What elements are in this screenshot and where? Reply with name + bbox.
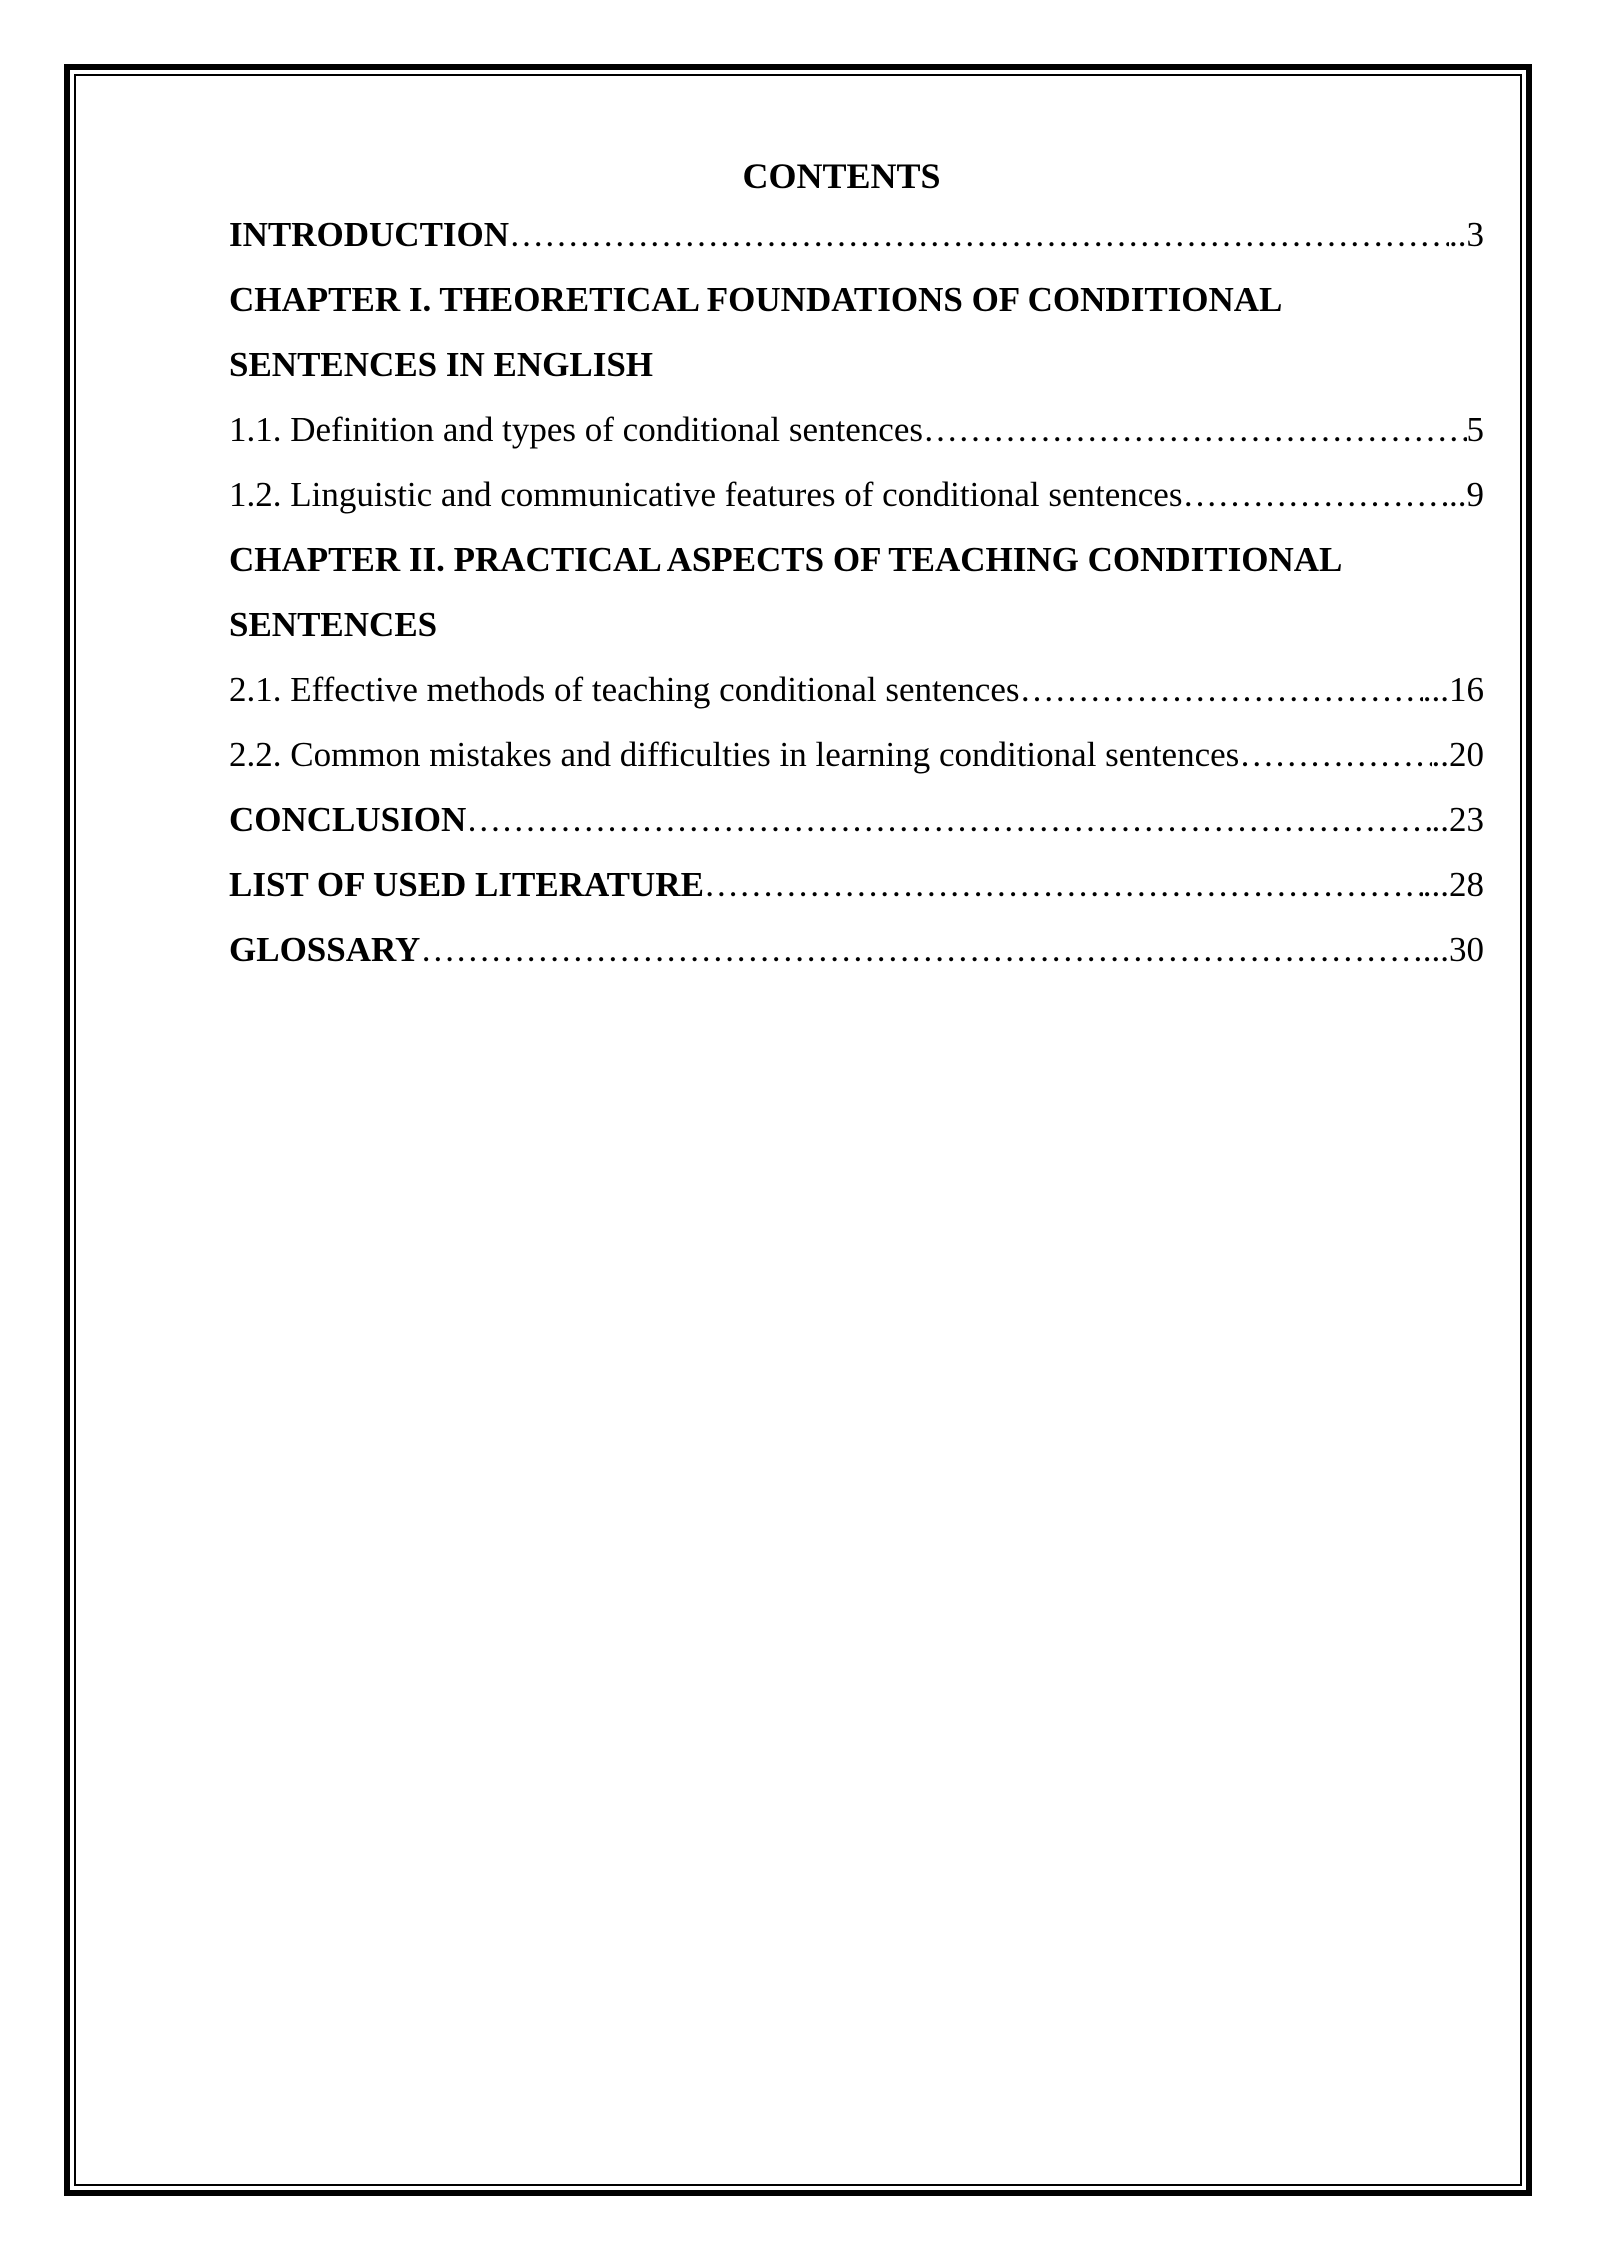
dot-leader [1020,657,1423,722]
toc-entry-1-2 [229,462,1484,527]
toc-entry-label: 1.1. Definition and types of conditional sentences [229,410,924,449]
toc-page-number: 5 [1466,410,1484,449]
toc-page-number: ..20 [1431,735,1484,774]
toc-entry-literature [229,852,1484,917]
toc-entry-introduction [229,202,1484,267]
toc-entry-label: INTRODUCTION [229,215,510,254]
dot-leader [1182,462,1449,527]
toc-entry-2-1 [229,657,1484,722]
toc-page-number: ..3 [1449,215,1484,254]
toc-page-number: ..9 [1449,475,1484,514]
toc-page-number: ...16 [1422,670,1484,709]
dot-leader [420,917,1422,982]
toc-entry-label: 1.2. Linguistic and communicative features of conditional sentences [229,475,1183,514]
toc-entry-label: CONCLUSION [229,800,467,839]
toc-chapter-1-heading-line1: CHAPTER I. THEORETICAL FOUNDATIONS OF CONDITIONAL [229,280,1283,319]
dot-leader [704,852,1423,917]
dot-leader [923,397,1466,462]
contents-title: CONTENTS [742,156,941,196]
dot-leader [1239,722,1431,787]
toc-entry-1-1 [229,397,1484,462]
toc-chapter-1-heading-line2: SENTENCES IN ENGLISH [229,345,654,384]
toc-entry-label: GLOSSARY [229,930,421,969]
toc-entry-label: 2.1. Effective methods of teaching conditional sentences [229,670,1020,709]
toc-entry-2-2 [229,722,1484,787]
dot-leader [466,787,1431,852]
table-of-contents [229,150,1484,982]
toc-entry-label: LIST OF USED LITERATURE [229,865,704,904]
toc-page-number: ..23 [1431,800,1484,839]
toc-entry-conclusion [229,787,1484,852]
toc-entry-label: 2.2. Common mistakes and difficulties in learning conditional sentences [229,735,1240,774]
toc-page-number: ...28 [1422,865,1484,904]
toc-chapter-2-heading-line2: SENTENCES [229,605,438,644]
toc-entry-glossary [229,917,1484,982]
dot-leader [509,202,1449,267]
toc-chapter-2-heading-line1: CHAPTER II. PRACTICAL ASPECTS OF TEACHING CONDITIONAL [229,540,1343,579]
toc-page-number: ...30 [1422,930,1484,969]
